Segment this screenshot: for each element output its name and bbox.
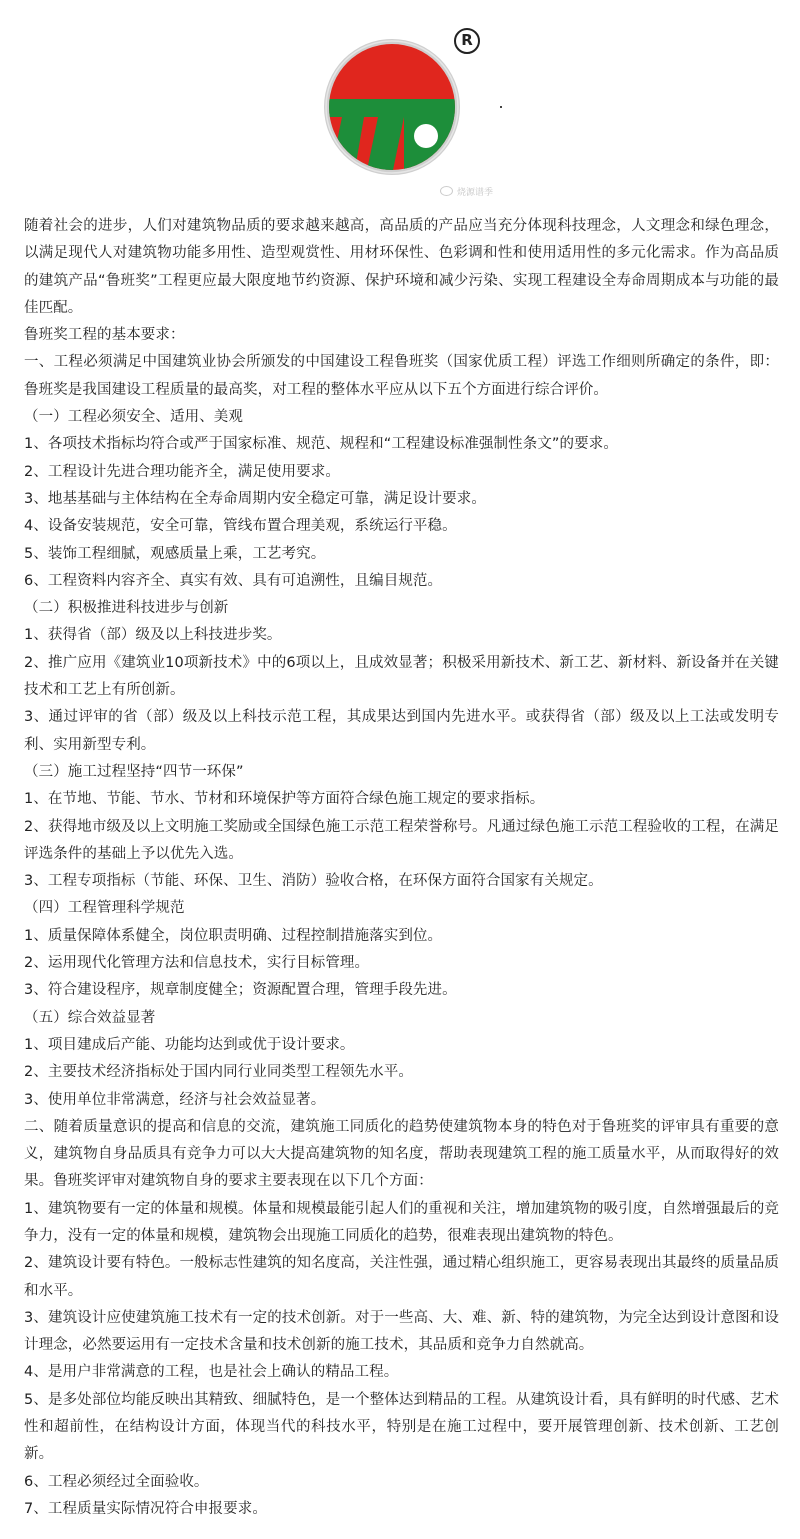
logo-green-lower [404,117,490,180]
list-item: 4、是用户非常满意的工程，也是社会上确认的精品工程。 [24,1364,399,1381]
watermark [440,186,493,200]
list-item: 3、使用单位非常满意，经济与社会效益显著。 [24,1091,326,1108]
list-item: 7、工程质量实际情况符合申报要求。 [24,1500,267,1517]
list-item: 6、工程必须经过全面验收。 [24,1473,209,1490]
list-item: 2、工程设计先进合理功能齐全，满足使用要求。 [24,463,340,480]
speck [500,106,502,108]
paragraph-part-1: 一、工程必须满足中国建筑业协会所颁发的中国建设工程鲁班奖（国家优质工程）评选工作细则所确定的条件，即：鲁班奖是我国建设工程质量的最高奖，对工程的整体水平应从以下五个方面进行综合评价。 [24,354,779,398]
watermark-icon [440,186,453,196]
section-heading: 鲁班奖工程的基本要求： [24,327,185,344]
paragraph-intro: 随着社会的进步，人们对建筑物品质的要求越来越高，高品质的产品应当充分体现科技理念，人文理念和绿色理念，以满足现代人对建筑物功能多用性、造型观赏性、用材环保性、色彩调和性和使用适用性的多元化需求。作为高品质的建筑产品“鲁班奖”工程更应最大限度地节约资源、保护环境和减少污染、实现工程建设全寿命周期成本与功能的最佳匹配。 [24,218,779,316]
list-item: 1、获得省（部）级及以上科技进步奖。 [24,627,282,644]
subsection-heading: （三）施工过程坚持“四节一环保” [24,763,244,780]
subsection-heading: （四）工程管理科学规范 [24,900,185,917]
list-item: 1、项目建成后产能、功能均达到或优于设计要求。 [24,1036,355,1053]
list-item: 4、设备安装规范，安全可靠，管线布置合理美观，系统运行平稳。 [24,518,457,535]
list-item: 2、运用现代化管理方法和信息技术，实行目标管理。 [24,955,370,972]
list-item: 3、工程专项指标（节能、环保、卫生、消防）验收合格，在环保方面符合国家有关规定。 [24,873,603,890]
list-item: 5、装饰工程细腻，观感质量上乘，工艺考究。 [24,545,326,562]
list-item: 5、是多处部位均能反映出其精致、细腻特色，是一个整体达到精品的工程。从建筑设计看，具有鲜明的时代感、艺术性和超前性，在结构设计方面，体现当代的科技水平，特别是在施工过程中，要开展管理创新、技术创新、工艺创新。 [24,1391,779,1463]
list-item: 3、通过评审的省（部）级及以上科技示范工程，其成果达到国内先进水平。或获得省（部）级及以上工法或发明专利、实用新型专利。 [24,709,779,753]
list-item: 3、建筑设计应使建筑施工技术有一定的技术创新。对于一些高、大、难、新、特的建筑物，为完全达到设计意图和设计理念，必然要运用有一定技术含量和技术创新的施工技术，其品质和竞争力自然就高。 [24,1309,779,1354]
list-item: 2、获得地市级及以上文明施工奖励或全国绿色施工示范工程荣誉称号。凡通过绿色施工示范工程验收的工程，在满足评选条件的基础上予以优先入选。 [24,818,779,862]
logo-area [0,0,800,210]
list-item: 1、建筑物要有一定的体量和规模。体量和规模最能引起人们的重视和关注，增加建筑物的吸引度，自然增强最后的竞争力，没有一定的体量和规模，建筑物会出现施工同质化的趋势，很难表现出建筑物的特色。 [24,1200,779,1244]
list-item: 2、建筑设计要有特色。一般标志性建筑的知名度高，关注性强，通过精心组织施工，更容易表现出其最终的质量品质和水平。 [24,1255,779,1299]
list-item: 3、地基基础与主体结构在全寿命周期内安全稳定可靠，满足设计要求。 [24,490,486,507]
list-item: 1、各项技术指标均符合或严于国家标准、规范、规程和“工程建设标准强制性条文”的要求。 [24,436,618,453]
list-item: 2、推广应用《建筑业10项新技术》中的6项以上，且成效显著；积极采用新技术、新工艺、新材料、新设备并在关键技术和工艺上有所创新。 [24,654,779,699]
subsection-heading: （五）综合效益显著 [24,1009,156,1026]
list-item: 2、主要技术经济指标处于国内同行业同类型工程领先水平。 [24,1064,413,1081]
list-item: 1、质量保障体系健全，岗位职责明确、过程控制措施落实到位。 [24,927,443,944]
logo-green-band [320,99,490,117]
list-item: 3、符合建设程序，规章制度健全；资源配置合理，管理手段先进。 [24,982,457,999]
registered-trademark-icon: R [454,28,480,54]
subsection-heading: （二）积极推进科技进步与创新 [24,600,229,617]
list-item: 6、工程资料内容齐全、真实有效、具有可追溯性，且编目规范。 [24,572,443,589]
paragraph-part-2: 二、随着质量意识的提高和信息的交流，建筑施工同质化的趋势使建筑物本身的特色对于鲁班奖的评审具有重要的意义，建筑物自身品质具有竞争力可以大大提高建筑物的知名度，帮助表现建筑工程的施工质量水平，从而取得好的效果。鲁班奖评审对建筑物自身的要求主要表现在以下几个方面： [24,1118,779,1190]
watermark-text: 烧源谱季 [457,188,494,198]
logo-white-dot [414,124,438,148]
list-item: 1、在节地、节能、节水、节材和环境保护等方面符合绿色施工规定的要求指标。 [24,791,545,808]
subsection-heading: （一）工程必须安全、适用、美观 [24,409,243,426]
article-body [24,213,779,1523]
